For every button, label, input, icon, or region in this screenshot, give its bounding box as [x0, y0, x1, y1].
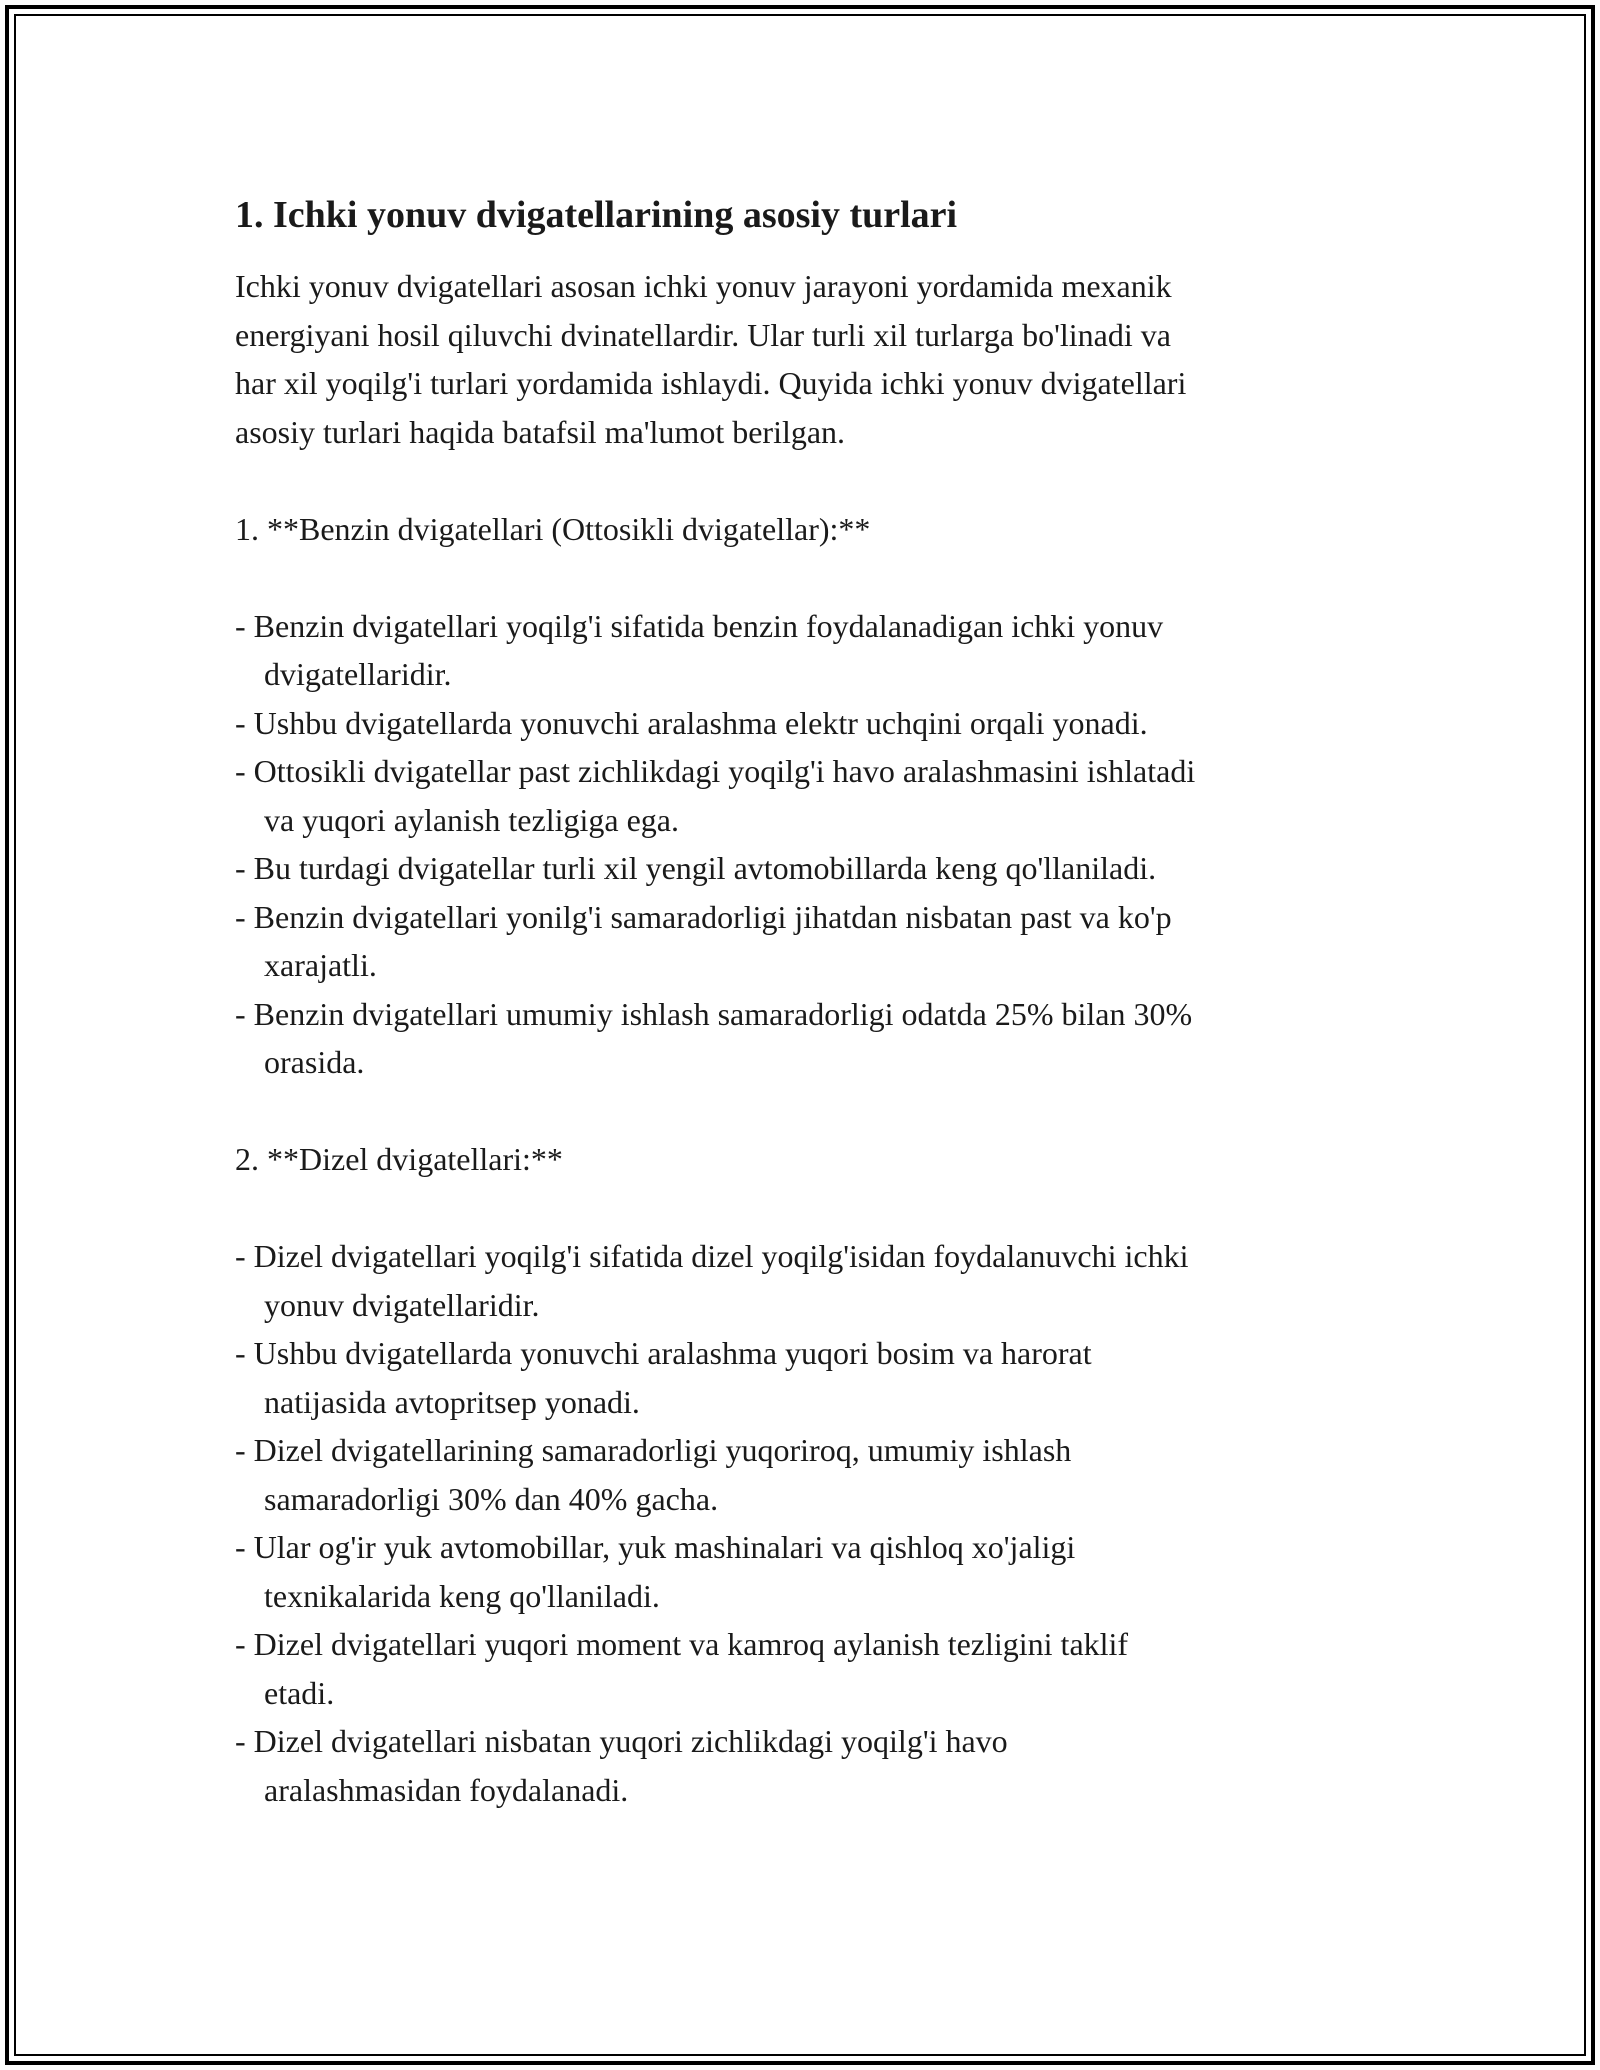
list-item — [235, 844, 1385, 893]
document-title: 1. Ichki yonuv dvigatellarining asosiy turlari — [235, 194, 958, 236]
list-item-line: - Benzin dvigatellari yonilg'i samaradorligi jihatdan nisbatan past va ko'p — [235, 898, 1172, 935]
list-item — [235, 602, 1385, 699]
list-item — [235, 1620, 1385, 1717]
list-item-line: - Ushbu dvigatellarda yonuvchi aralashma yuqori bosim va harorat — [235, 1335, 1092, 1371]
list-item-line: - Benzin dvigatellari yoqilg'i sifatida benzin foydalanadigan ichki yonuv — [235, 607, 1164, 644]
blank-line — [235, 456, 1385, 505]
list-item — [235, 1426, 1385, 1523]
list-item-line: samaradorligi 30% dan 40% gacha. — [264, 1480, 719, 1517]
list-item-line: - Dizel dvigatellari yoqilg'i sifatida dizel yoqilg'isidan foydalanuvchi ichki — [235, 1238, 1189, 1274]
intro-line: Ichki yonuv dvigatellari asosan ichki yonuv jarayoni yordamida mexanik — [235, 268, 1172, 304]
list-item-line: etadi. — [264, 1674, 335, 1711]
list-item-line: - Ular og'ir yuk avtomobillar, yuk mashinalari va qishloq xo'jaligi — [235, 1529, 1076, 1565]
list-item-line: - Bu turdagi dvigatellar turli xil yengil avtomobillarda keng qo'llaniladi. — [235, 850, 1157, 886]
list-item-line: aralashmasidan foydalanadi. — [264, 1771, 629, 1808]
list-item — [235, 893, 1385, 990]
list-item — [235, 1523, 1385, 1620]
list-item-line: - Ottosikli dvigatellar past zichlikdagi yoqilg'i havo aralashmasini ishlatadi — [235, 753, 1196, 789]
blank-line — [235, 1087, 1385, 1136]
list-item-line: - Dizel dvigatellari yuqori moment va kamroq aylanish tezligini taklif — [235, 1626, 1129, 1662]
list-item-line: va yuqori aylanish tezligiga ega. — [264, 801, 679, 838]
list-item-line: - Dizel dvigatellari nisbatan yuqori zichlikdagi yoqilg'i havo — [235, 1723, 1008, 1759]
intro-paragraph — [235, 262, 1385, 456]
intro-line: energiyani hosil qiluvchi dvinatellardir. Ular turli xil turlarga bo'linadi va — [235, 316, 1171, 353]
list-item — [235, 990, 1385, 1087]
list-item-line: - Ushbu dvigatellarda yonuvchi aralashma elektr uchqini orqali yonadi. — [235, 704, 1148, 741]
intro-line: asosiy turlari haqida batafsil ma'lumot berilgan. — [235, 413, 846, 450]
list-item-line: - Benzin dvigatellari umumiy ishlash samaradorligi odatda 25% bilan 30% — [235, 995, 1193, 1032]
section-heading: 2. **Dizel dvigatellari:** — [235, 1141, 563, 1177]
list-item — [235, 747, 1385, 844]
list-item — [235, 699, 1385, 748]
document-body — [235, 262, 1385, 1814]
blank-line — [235, 553, 1385, 602]
list-item-line: texnikalarida keng qo'llaniladi. — [264, 1577, 660, 1614]
list-item — [235, 1329, 1385, 1426]
list-item-line: yonuv dvigatellaridir. — [264, 1286, 540, 1323]
section-heading: 1. **Benzin dvigatellari (Ottosikli dvigatellar):** — [235, 510, 871, 547]
list-item — [235, 1717, 1385, 1814]
list-item-line: dvigatellaridir. — [264, 656, 452, 692]
list-item-line: - Dizel dvigatellarining samaradorligi yuqoriroq, umumiy ishlash — [235, 1432, 1072, 1468]
intro-line: har xil yoqilg'i turlari yordamida ishlaydi. Quyida ichki yonuv dvigatellari — [235, 365, 1187, 401]
blank-line — [235, 1184, 1385, 1233]
list-item-line: orasida. — [264, 1044, 365, 1080]
document-content — [235, 188, 1385, 1814]
list-item-line: xarajatli. — [264, 947, 377, 983]
list-item-line: natijasida avtopritsep yonadi. — [264, 1383, 640, 1420]
list-item — [235, 1232, 1385, 1329]
